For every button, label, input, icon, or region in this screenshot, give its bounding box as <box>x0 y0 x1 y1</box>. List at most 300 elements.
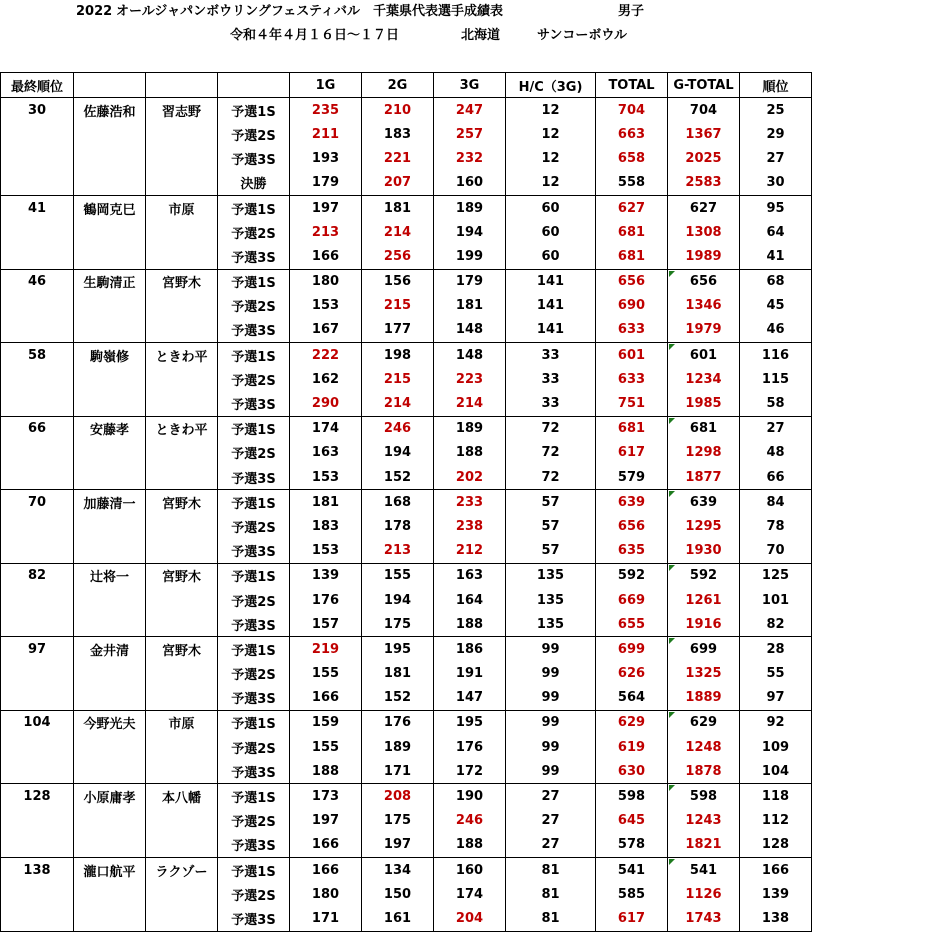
cell-round: 予選2S <box>218 122 290 146</box>
cell-round: 予選2S <box>218 735 290 759</box>
cell-game2: 175 <box>362 809 434 833</box>
cell-club <box>146 662 218 686</box>
cell-game2: 134 <box>362 858 434 883</box>
cell-game2: 256 <box>362 244 434 269</box>
cell-final-rank <box>1 244 74 269</box>
cell-game2: 150 <box>362 882 434 906</box>
cell-player-name: 今野光夫 <box>74 710 146 735</box>
cell-club <box>146 465 218 490</box>
cell-game3: 202 <box>434 465 506 490</box>
header-gtotal: G-TOTAL <box>668 73 740 98</box>
cell-round-rank: 41 <box>740 244 812 269</box>
cell-handicap: 33 <box>506 343 596 368</box>
cell-final-rank <box>1 735 74 759</box>
cell-player-name <box>74 539 146 564</box>
cell-gtotal: 1325 <box>668 662 740 686</box>
cell-game2: 168 <box>362 490 434 515</box>
cell-game2: 177 <box>362 318 434 343</box>
cell-total: 655 <box>596 612 668 637</box>
table-row <box>1 171 812 196</box>
cell-final-rank <box>1 514 74 538</box>
cell-round-rank: 97 <box>740 686 812 711</box>
cell-game3: 148 <box>434 318 506 343</box>
cell-total: 633 <box>596 318 668 343</box>
cell-game2: 195 <box>362 637 434 662</box>
cell-game3: 204 <box>434 906 506 931</box>
cell-round-rank: 128 <box>740 833 812 858</box>
cell-game3: 174 <box>434 882 506 906</box>
cell-game1: 235 <box>290 98 362 123</box>
cell-club: 市原 <box>146 710 218 735</box>
cell-game3: 188 <box>434 441 506 465</box>
cell-player-name <box>74 244 146 269</box>
cell-final-rank <box>1 539 74 564</box>
header-game2: 2G <box>362 73 434 98</box>
cell-final-rank <box>1 686 74 711</box>
event-location: 北海道 <box>461 28 501 43</box>
cell-gtotal: 2025 <box>668 147 740 171</box>
cell-game1: 180 <box>290 882 362 906</box>
cell-club: 本八幡 <box>146 784 218 809</box>
cell-club: 市原 <box>146 195 218 220</box>
cell-round-rank: 66 <box>740 465 812 490</box>
cell-total: 699 <box>596 637 668 662</box>
cell-game3: 163 <box>434 563 506 588</box>
table-row <box>1 809 812 833</box>
cell-round-rank: 118 <box>740 784 812 809</box>
cell-total: 578 <box>596 833 668 858</box>
cell-final-rank <box>1 147 74 171</box>
cell-player-name <box>74 294 146 318</box>
cell-gtotal: 1985 <box>668 391 740 416</box>
cell-game2: 197 <box>362 833 434 858</box>
cell-club <box>146 294 218 318</box>
cell-player-name <box>74 906 146 931</box>
cell-gtotal: 1989 <box>668 244 740 269</box>
cell-round: 予選3S <box>218 686 290 711</box>
cell-game2: 198 <box>362 343 434 368</box>
cell-round-rank: 78 <box>740 514 812 538</box>
cell-gtotal: 656 <box>668 269 740 294</box>
cell-handicap: 135 <box>506 612 596 637</box>
cell-gtotal: 1295 <box>668 514 740 538</box>
cell-handicap: 12 <box>506 171 596 196</box>
cell-final-rank <box>1 465 74 490</box>
cell-club <box>146 441 218 465</box>
cell-final-rank: 58 <box>1 343 74 368</box>
cell-handicap: 12 <box>506 98 596 123</box>
cell-round-rank: 125 <box>740 563 812 588</box>
cell-total: 585 <box>596 882 668 906</box>
cell-final-rank: 46 <box>1 269 74 294</box>
cell-gtotal: 1930 <box>668 539 740 564</box>
cell-total: 645 <box>596 809 668 833</box>
cell-game3: 189 <box>434 195 506 220</box>
cell-gtotal: 1916 <box>668 612 740 637</box>
cell-round-rank: 115 <box>740 367 812 391</box>
header-final-rank: 最終順位 <box>1 73 74 98</box>
cell-round: 予選2S <box>218 588 290 612</box>
cell-gtotal: 2583 <box>668 171 740 196</box>
table-row <box>1 612 812 637</box>
cell-total: 704 <box>596 98 668 123</box>
cell-club: 習志野 <box>146 98 218 123</box>
cell-club <box>146 735 218 759</box>
cell-round-rank: 68 <box>740 269 812 294</box>
cell-handicap: 99 <box>506 710 596 735</box>
cell-game2: 176 <box>362 710 434 735</box>
cell-player-name: 駒嶺修 <box>74 343 146 368</box>
cell-round: 予選1S <box>218 637 290 662</box>
event-date: 令和４年４月１６日～１７日 <box>230 28 400 43</box>
cell-game3: 148 <box>434 343 506 368</box>
sheet-title <box>0 0 928 24</box>
cell-game2: 181 <box>362 195 434 220</box>
cell-round: 予選3S <box>218 147 290 171</box>
title-main: オールジャパンボウリングフェスティバル 千葉県代表選手成績表 <box>116 4 503 19</box>
cell-final-rank <box>1 809 74 833</box>
cell-player-name <box>74 735 146 759</box>
cell-game1: 183 <box>290 514 362 538</box>
cell-player-name: 瀧口航平 <box>74 858 146 883</box>
cell-game3: 179 <box>434 269 506 294</box>
cell-game2: 175 <box>362 612 434 637</box>
cell-total: 592 <box>596 563 668 588</box>
cell-round: 予選1S <box>218 269 290 294</box>
cell-round-rank: 101 <box>740 588 812 612</box>
cell-round: 予選1S <box>218 563 290 588</box>
cell-handicap: 60 <box>506 244 596 269</box>
cell-game2: 152 <box>362 465 434 490</box>
cell-game2: 210 <box>362 98 434 123</box>
cell-game1: 180 <box>290 269 362 294</box>
cell-total: 629 <box>596 710 668 735</box>
cell-gtotal: 1979 <box>668 318 740 343</box>
cell-game2: 208 <box>362 784 434 809</box>
cell-round: 予選3S <box>218 833 290 858</box>
cell-handicap: 57 <box>506 490 596 515</box>
cell-round-rank: 25 <box>740 98 812 123</box>
cell-handicap: 12 <box>506 147 596 171</box>
table-row <box>1 343 812 368</box>
cell-round-rank: 58 <box>740 391 812 416</box>
cell-round-rank: 138 <box>740 906 812 931</box>
cell-total: 690 <box>596 294 668 318</box>
cell-club: ときわ平 <box>146 343 218 368</box>
cell-gtotal: 639 <box>668 490 740 515</box>
cell-final-rank <box>1 220 74 244</box>
cell-total: 656 <box>596 269 668 294</box>
table-row <box>1 735 812 759</box>
cell-final-rank <box>1 833 74 858</box>
cell-final-rank <box>1 171 74 196</box>
cell-final-rank <box>1 759 74 784</box>
cell-game1: 167 <box>290 318 362 343</box>
cell-game2: 214 <box>362 391 434 416</box>
cell-handicap: 135 <box>506 563 596 588</box>
cell-game3: 199 <box>434 244 506 269</box>
cell-round: 予選2S <box>218 662 290 686</box>
cell-club: ラクゾー <box>146 858 218 883</box>
cell-round-rank: 28 <box>740 637 812 662</box>
cell-game2: 156 <box>362 269 434 294</box>
cell-round-rank: 139 <box>740 882 812 906</box>
cell-game1: 155 <box>290 662 362 686</box>
cell-handicap: 33 <box>506 367 596 391</box>
cell-handicap: 72 <box>506 416 596 441</box>
cell-player-name <box>74 514 146 538</box>
cell-gtotal: 1821 <box>668 833 740 858</box>
cell-player-name <box>74 588 146 612</box>
cell-handicap: 60 <box>506 195 596 220</box>
header-total: TOTAL <box>596 73 668 98</box>
cell-handicap: 57 <box>506 514 596 538</box>
cell-club <box>146 244 218 269</box>
cell-game2: 194 <box>362 588 434 612</box>
cell-player-name <box>74 318 146 343</box>
cell-round: 予選1S <box>218 343 290 368</box>
cell-player-name: 金井清 <box>74 637 146 662</box>
cell-game2: 213 <box>362 539 434 564</box>
cell-player-name: 小原庸孝 <box>74 784 146 809</box>
cell-game3: 214 <box>434 391 506 416</box>
cell-round-rank: 29 <box>740 122 812 146</box>
cell-total: 617 <box>596 441 668 465</box>
cell-game3: 181 <box>434 294 506 318</box>
cell-club: 宮野木 <box>146 269 218 294</box>
cell-game2: 155 <box>362 563 434 588</box>
cell-gtotal: 1248 <box>668 735 740 759</box>
cell-handicap: 135 <box>506 588 596 612</box>
cell-club <box>146 367 218 391</box>
results-body <box>1 73 812 932</box>
cell-game3: 246 <box>434 809 506 833</box>
cell-round-rank: 82 <box>740 612 812 637</box>
cell-game3: 191 <box>434 662 506 686</box>
cell-player-name: 辻将一 <box>74 563 146 588</box>
cell-game3: 195 <box>434 710 506 735</box>
cell-club <box>146 539 218 564</box>
header-rank: 順位 <box>740 73 812 98</box>
table-row <box>1 294 812 318</box>
cell-game2: 194 <box>362 441 434 465</box>
cell-final-rank: 41 <box>1 195 74 220</box>
cell-club <box>146 318 218 343</box>
cell-player-name <box>74 833 146 858</box>
cell-player-name: 加藤清一 <box>74 490 146 515</box>
cell-final-rank: 30 <box>1 98 74 123</box>
cell-total: 564 <box>596 686 668 711</box>
cell-final-rank <box>1 122 74 146</box>
cell-total: 558 <box>596 171 668 196</box>
cell-round: 予選1S <box>218 710 290 735</box>
cell-final-rank <box>1 318 74 343</box>
cell-round: 予選2S <box>218 294 290 318</box>
cell-gtotal: 1877 <box>668 465 740 490</box>
cell-round: 予選2S <box>218 441 290 465</box>
cell-round: 予選3S <box>218 391 290 416</box>
cell-gtotal: 1346 <box>668 294 740 318</box>
cell-game1: 159 <box>290 710 362 735</box>
cell-club <box>146 391 218 416</box>
cell-game1: 193 <box>290 147 362 171</box>
cell-club <box>146 514 218 538</box>
cell-round-rank: 46 <box>740 318 812 343</box>
cell-handicap: 81 <box>506 882 596 906</box>
cell-game1: 213 <box>290 220 362 244</box>
cell-game1: 139 <box>290 563 362 588</box>
cell-round: 予選1S <box>218 858 290 883</box>
cell-total: 658 <box>596 147 668 171</box>
cell-game2: 171 <box>362 759 434 784</box>
table-row <box>1 637 812 662</box>
cell-round-rank: 45 <box>740 294 812 318</box>
table-row <box>1 514 812 538</box>
table-row <box>1 220 812 244</box>
table-row <box>1 367 812 391</box>
event-venue: サンコーボウル <box>537 28 627 43</box>
cell-final-rank <box>1 588 74 612</box>
cell-handicap: 141 <box>506 294 596 318</box>
sheet-subtitle <box>0 24 928 48</box>
cell-player-name <box>74 367 146 391</box>
cell-round: 予選2S <box>218 367 290 391</box>
cell-handicap: 27 <box>506 833 596 858</box>
cell-round-rank: 84 <box>740 490 812 515</box>
table-row <box>1 416 812 441</box>
table-row <box>1 98 812 123</box>
cell-gtotal: 1743 <box>668 906 740 931</box>
cell-game3: 172 <box>434 759 506 784</box>
header-game1: 1G <box>290 73 362 98</box>
table-row <box>1 563 812 588</box>
cell-handicap: 27 <box>506 784 596 809</box>
table-row <box>1 784 812 809</box>
cell-game3: 212 <box>434 539 506 564</box>
cell-gtotal: 681 <box>668 416 740 441</box>
cell-game1: 222 <box>290 343 362 368</box>
cell-player-name <box>74 882 146 906</box>
cell-game1: 166 <box>290 833 362 858</box>
cell-game1: 181 <box>290 490 362 515</box>
cell-player-name <box>74 612 146 637</box>
cell-player-name: 安藤孝 <box>74 416 146 441</box>
cell-gtotal: 627 <box>668 195 740 220</box>
cell-final-rank <box>1 612 74 637</box>
cell-gtotal: 1243 <box>668 809 740 833</box>
cell-club <box>146 759 218 784</box>
cell-round: 決勝 <box>218 171 290 196</box>
cell-final-rank <box>1 906 74 931</box>
header-round <box>218 73 290 98</box>
cell-game3: 257 <box>434 122 506 146</box>
cell-round-rank: 48 <box>740 441 812 465</box>
cell-club <box>146 809 218 833</box>
cell-gtotal: 601 <box>668 343 740 368</box>
cell-game1: 197 <box>290 809 362 833</box>
cell-handicap: 99 <box>506 759 596 784</box>
cell-club <box>146 882 218 906</box>
cell-round: 予選1S <box>218 490 290 515</box>
cell-game1: 176 <box>290 588 362 612</box>
cell-gtotal: 1298 <box>668 441 740 465</box>
cell-total: 598 <box>596 784 668 809</box>
table-row <box>1 318 812 343</box>
cell-game2: 189 <box>362 735 434 759</box>
cell-final-rank <box>1 662 74 686</box>
cell-game3: 188 <box>434 833 506 858</box>
table-row <box>1 244 812 269</box>
cell-club <box>146 612 218 637</box>
cell-game1: 174 <box>290 416 362 441</box>
cell-game3: 247 <box>434 98 506 123</box>
cell-final-rank: 128 <box>1 784 74 809</box>
cell-game3: 176 <box>434 735 506 759</box>
cell-round: 予選3S <box>218 539 290 564</box>
cell-round: 予選2S <box>218 809 290 833</box>
cell-game1: 157 <box>290 612 362 637</box>
cell-handicap: 27 <box>506 809 596 833</box>
table-row <box>1 906 812 931</box>
cell-handicap: 72 <box>506 465 596 490</box>
cell-gtotal: 1367 <box>668 122 740 146</box>
cell-round: 予選2S <box>218 882 290 906</box>
cell-handicap: 33 <box>506 391 596 416</box>
cell-game2: 161 <box>362 906 434 931</box>
cell-game1: 166 <box>290 686 362 711</box>
cell-final-rank <box>1 367 74 391</box>
cell-total: 630 <box>596 759 668 784</box>
cell-game3: 238 <box>434 514 506 538</box>
cell-gtotal: 699 <box>668 637 740 662</box>
cell-final-rank <box>1 294 74 318</box>
cell-final-rank: 97 <box>1 637 74 662</box>
header-name <box>74 73 146 98</box>
table-row <box>1 686 812 711</box>
cell-player-name <box>74 122 146 146</box>
cell-player-name <box>74 171 146 196</box>
cell-total: 635 <box>596 539 668 564</box>
cell-round-rank: 30 <box>740 171 812 196</box>
cell-club <box>146 147 218 171</box>
cell-gtotal: 1126 <box>668 882 740 906</box>
cell-player-name <box>74 391 146 416</box>
cell-round: 予選1S <box>218 195 290 220</box>
cell-handicap: 141 <box>506 269 596 294</box>
cell-game3: 232 <box>434 147 506 171</box>
cell-round-rank: 27 <box>740 416 812 441</box>
cell-game1: 197 <box>290 195 362 220</box>
cell-club <box>146 833 218 858</box>
cell-handicap: 81 <box>506 906 596 931</box>
table-row <box>1 662 812 686</box>
cell-gtotal: 704 <box>668 98 740 123</box>
cell-game3: 160 <box>434 171 506 196</box>
cell-player-name: 鶴岡克巳 <box>74 195 146 220</box>
cell-total: 633 <box>596 367 668 391</box>
cell-game3: 189 <box>434 416 506 441</box>
cell-handicap: 57 <box>506 539 596 564</box>
table-row <box>1 147 812 171</box>
cell-total: 579 <box>596 465 668 490</box>
cell-round: 予選3S <box>218 465 290 490</box>
cell-game1: 166 <box>290 244 362 269</box>
cell-handicap: 141 <box>506 318 596 343</box>
cell-club <box>146 906 218 931</box>
cell-final-rank: 104 <box>1 710 74 735</box>
cell-total: 681 <box>596 220 668 244</box>
cell-game1: 153 <box>290 465 362 490</box>
